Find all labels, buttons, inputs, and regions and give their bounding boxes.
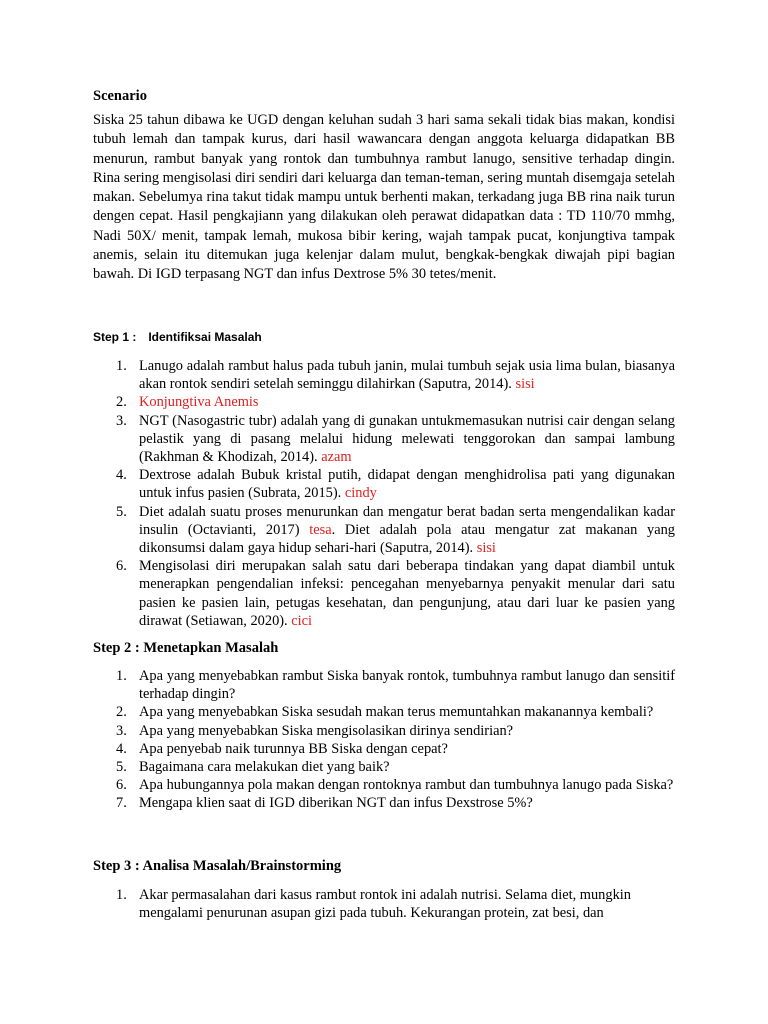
list-item bbox=[93, 466, 675, 502]
list-item bbox=[93, 703, 675, 721]
list-number: 6. bbox=[116, 558, 127, 575]
list-number: 1. bbox=[116, 887, 127, 903]
scenario-paragraph: Siska 25 tahun dibawa ke UGD dengan keluhan sudah 3 hari sama sekali tidak bias makan, kondisi tubuh lemah dan tampak kurus, dari hasil wawancara dengan anggota keluarga didapatkan BB menurun, rambut banyak yang rontok dan tumbuhnya rambut lanugo, sensitive terhadap dingin. Rina sering mengisolasi diri sendiri dari keluarga dan teman-teman, sering muntah disemgaja setelah makan. Sebelumya rina takut tidak mampu untuk berhenti makan, terkadang juga BB rina naik turun dengen cepat. Hasil pengkajiann yang dilakukan oleh perawat didapatkan data : TD 110/70 mmhg, Nadi 50X/ menit, tampak lemah, mukosa bibir kering, wajah tampak pucat, konjungtiva tampak anemis, selain itu ditemukan juga kelenjar dalam mulut, bengkak-bengkak diwajah pipi bagian bawah. Di IGD terpasang NGT dan infus Dextrose 5% 30 tetes/menit. bbox=[93, 112, 675, 283]
list-item bbox=[93, 758, 675, 776]
step2-list bbox=[93, 667, 675, 813]
author-tag: tesa bbox=[309, 521, 332, 538]
list-text: Mengisolasi diri merupakan salah satu dari beberapa tindakan yang dapat diambil untuk menerapkan pengendalian infeksi: pencegahan menyebarnya penyakit menular dari satu pasien ke pasien lain, petugas kesehatan, dan pengunjung, atau dari luar ke pasien yang dirawat (Setiawan, 2020). bbox=[139, 558, 675, 629]
step3-list bbox=[93, 886, 675, 922]
author-tag: Konjungtiva Anemis bbox=[139, 394, 259, 411]
step2-title: Step 2 : Menetapkan Masalah bbox=[93, 640, 279, 656]
list-number: 7. bbox=[116, 795, 127, 812]
step1-label: Step 1 : bbox=[93, 330, 137, 344]
list-number: 1. bbox=[116, 358, 127, 374]
list-number: 2. bbox=[116, 394, 127, 411]
list-number: 6. bbox=[116, 777, 127, 794]
list-number: 1. bbox=[116, 668, 127, 684]
author-tag: azam bbox=[321, 449, 352, 466]
list-item bbox=[93, 667, 675, 703]
scenario-title: Scenario bbox=[93, 88, 147, 104]
list-text: Bagaimana cara melakukan diet yang baik? bbox=[139, 759, 390, 776]
list-text: Apa yang menyebabkan Siska mengisolasikan dirinya sendirian? bbox=[139, 722, 514, 739]
list-item bbox=[93, 776, 675, 794]
list-item bbox=[93, 357, 675, 393]
list-item bbox=[93, 740, 675, 758]
list-text: Dextrose adalah Bubuk kristal putih, didapat dengan menghidrolisa pati yang digunakan untuk infus pasien (Subrata, 2015). bbox=[139, 467, 675, 502]
list-text: Akar permasalahan dari kasus rambut rontok ini adalah nutrisi. Selama diet, mungkin mengalami penurunan asupan gizi pada tubuh. Kekurangan protein, zat besi, dan bbox=[139, 887, 631, 922]
list-item bbox=[93, 557, 675, 630]
list-item bbox=[93, 794, 675, 812]
step1-title: Identifiksai Masalah bbox=[148, 330, 262, 344]
list-text: Mengapa klien saat di IGD diberikan NGT dan infus Dexstrose 5%? bbox=[139, 795, 533, 812]
list-number: 4. bbox=[116, 467, 127, 484]
list-text: Apa hubungannya pola makan dengan rontoknya rambut dan tumbuhnya lanugo pada Siska? bbox=[139, 777, 674, 794]
list-text: . Diet adalah pola atau mengatur zat makanan yang dikonsumsi dalam gaya hidup sehari-hari (Saputra, 2014). bbox=[139, 521, 675, 557]
list-text: Apa yang menyebabkan rambut Siska banyak rontok, tumbuhnya rambut lanugo dan sensitif terhadap dingin? bbox=[139, 668, 675, 703]
list-text: Diet adalah suatu proses menurunkan dan mengatur berat badan serta mengendalikan kadar insulin (Octavianti, 2017) bbox=[139, 503, 675, 538]
list-number: 5. bbox=[116, 503, 127, 520]
list-number: 3. bbox=[116, 722, 127, 739]
list-item bbox=[93, 722, 675, 740]
step1-heading bbox=[93, 330, 262, 344]
list-text: NGT (Nasogastric tubr) adalah yang di gunakan untukmemasukan nutrisi cair dengan selang pelastik yang di pasang melalui hidung melewati tenggorokan dan sampai lambung (Rakhman & Khodizah, 2014). bbox=[139, 412, 675, 466]
list-number: 4. bbox=[116, 740, 127, 757]
author-tag: cindy bbox=[344, 485, 377, 502]
list-item bbox=[93, 393, 675, 411]
list-text: Lanugo adalah rambut halus pada tubuh janin, mulai tumbuh sejak usia lima bulan, biasanya akan rontok sendiri setelah seminggu dilahirkan (Saputra, 2014). bbox=[139, 358, 675, 393]
step3-title: Step 3 : Analisa Masalah/Brainstorming bbox=[93, 858, 342, 874]
list-number: 3. bbox=[116, 412, 127, 429]
list-item bbox=[93, 503, 675, 558]
list-text: Apa yang menyebabkan Siska sesudah makan terus memuntahkan makanannya kembali? bbox=[139, 704, 654, 721]
list-number: 5. bbox=[116, 759, 127, 776]
author-tag: sisi bbox=[476, 540, 496, 557]
step1-list bbox=[93, 357, 675, 630]
list-text: Apa penyebab naik turunnya BB Siska dengan cepat? bbox=[139, 740, 448, 757]
list-item bbox=[93, 412, 675, 467]
list-item bbox=[93, 886, 675, 922]
author-tag: sisi bbox=[515, 376, 535, 393]
author-tag: cici bbox=[291, 612, 313, 629]
list-number: 2. bbox=[116, 704, 127, 721]
